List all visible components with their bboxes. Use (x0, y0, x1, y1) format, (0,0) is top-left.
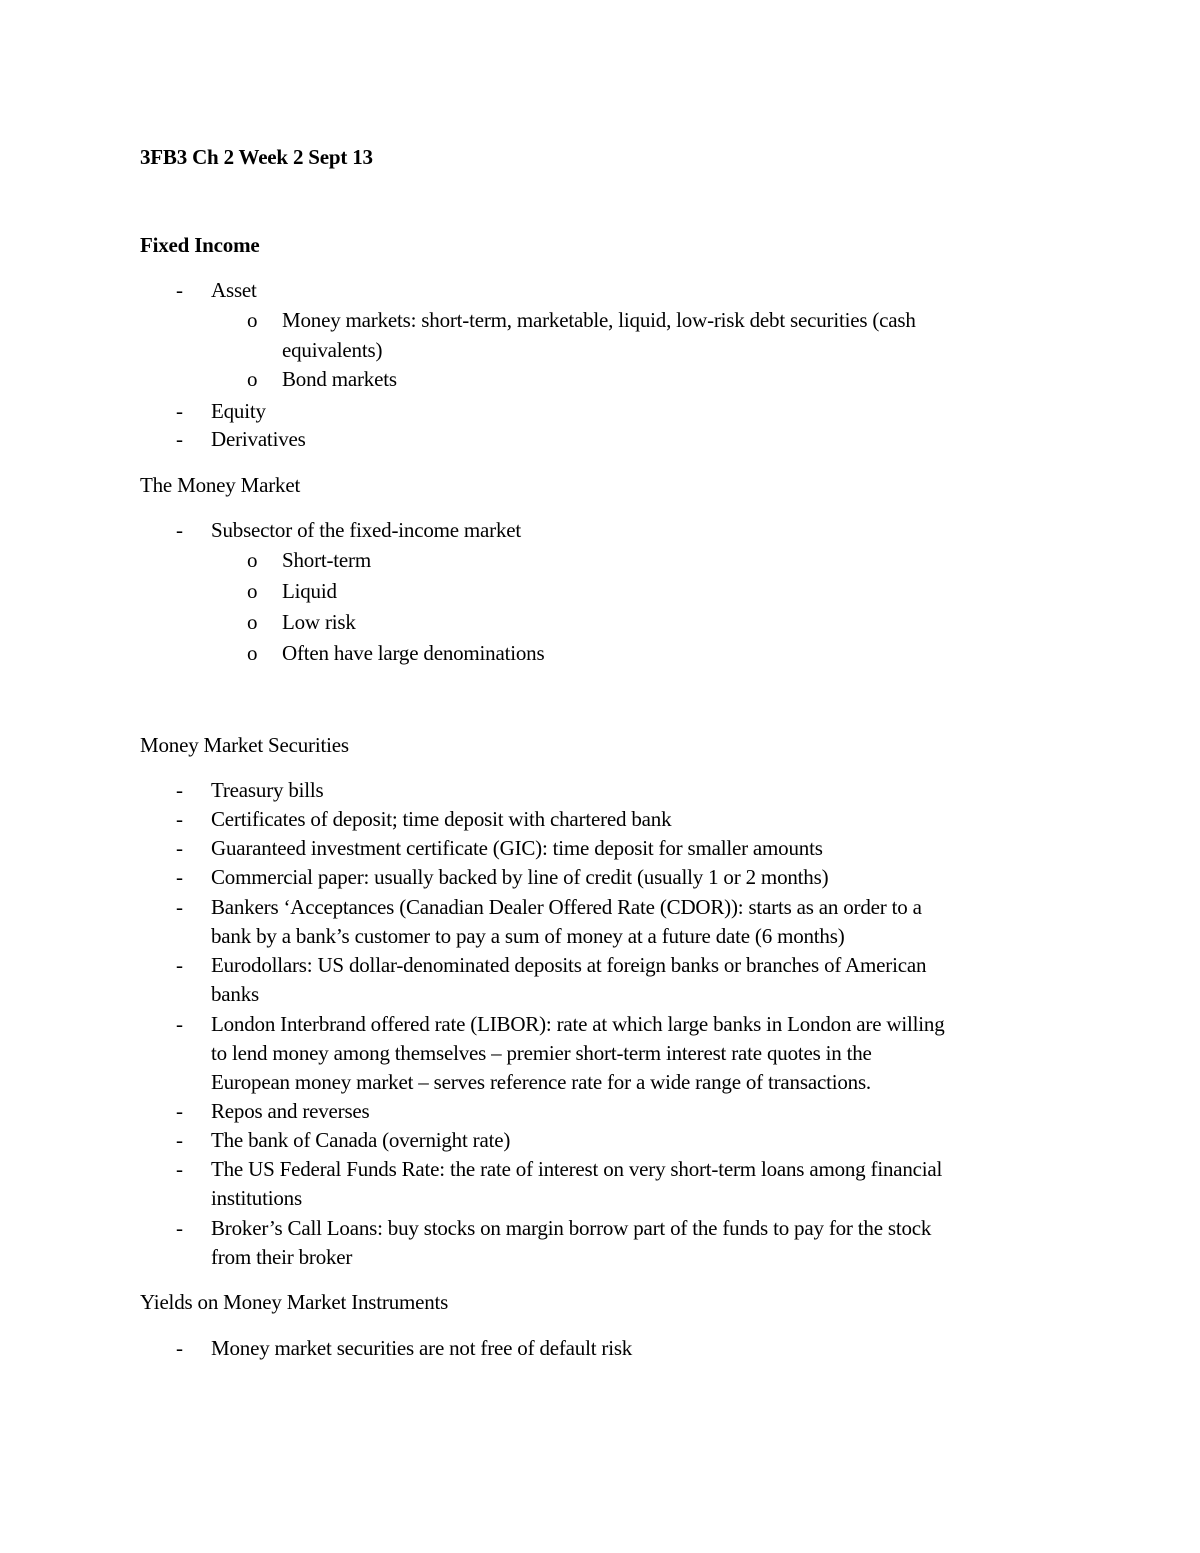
dash-bullet: - (176, 1128, 183, 1152)
dash-bullet: - (176, 1216, 183, 1240)
heading-fixed-income: Fixed Income (140, 233, 260, 257)
document-title: 3FB3 Ch 2 Week 2 Sept 13 (140, 145, 373, 169)
list-item: Broker’s Call Loans: buy stocks on margin borrow part of the funds to pay for the stock (211, 1216, 932, 1240)
dash-bullet: - (176, 807, 183, 831)
sub-list-item: Money markets: short-term, marketable, liquid, low-risk debt securities (cash (282, 308, 916, 332)
sub-list-item: Liquid (282, 579, 337, 603)
dash-bullet: - (176, 836, 183, 860)
list-item: Eurodollars: US dollar-denominated deposits at foreign banks or branches of American (211, 953, 927, 977)
dash-bullet: - (176, 427, 183, 451)
list-item-continued: to lend money among themselves – premier short-term interest rate quotes in the (211, 1041, 872, 1065)
circle-bullet: o (247, 641, 258, 665)
list-item: London Interbrand offered rate (LIBOR): rate at which large banks in London are willing (211, 1012, 945, 1036)
dash-bullet: - (176, 1336, 183, 1360)
heading-yields: Yields on Money Market Instruments (140, 1290, 449, 1314)
list-item: Certificates of deposit; time deposit with chartered bank (211, 807, 672, 831)
circle-bullet: o (247, 548, 258, 572)
list-item: Commercial paper: usually backed by line of credit (usually 1 or 2 months) (211, 865, 829, 889)
dash-bullet: - (176, 278, 183, 302)
list-item: The US Federal Funds Rate: the rate of interest on very short-term loans among financial (211, 1157, 943, 1181)
sub-list-item-continued: equivalents) (282, 338, 383, 362)
sub-list-item: Low risk (282, 610, 356, 634)
dash-bullet: - (176, 1157, 183, 1181)
list-item: Asset (211, 278, 257, 302)
dash-bullet: - (176, 895, 183, 919)
list-item-continued: institutions (211, 1186, 302, 1210)
dash-bullet: - (176, 865, 183, 889)
circle-bullet: o (247, 579, 258, 603)
dash-bullet: - (176, 399, 183, 423)
list-item: Equity (211, 399, 266, 423)
dash-bullet: - (176, 953, 183, 977)
list-item-continued: bank by a bank’s customer to pay a sum of money at a future date (6 months) (211, 924, 845, 948)
list-item: The bank of Canada (overnight rate) (211, 1128, 511, 1152)
sub-list-item: Bond markets (282, 367, 397, 391)
sub-list-item: Short-term (282, 548, 371, 572)
list-item-continued: from their broker (211, 1245, 353, 1269)
circle-bullet: o (247, 367, 258, 391)
list-item: Treasury bills (211, 778, 324, 802)
list-item: Money market securities are not free of default risk (211, 1336, 633, 1360)
heading-money-market-securities: Money Market Securities (140, 733, 349, 757)
circle-bullet: o (247, 308, 258, 332)
dash-bullet: - (176, 778, 183, 802)
list-item: Guaranteed investment certificate (GIC): time deposit for smaller amounts (211, 836, 823, 860)
list-item: Derivatives (211, 427, 306, 451)
circle-bullet: o (247, 610, 258, 634)
list-item: Repos and reverses (211, 1099, 370, 1123)
list-item: Bankers ‘Acceptances (Canadian Dealer Offered Rate (CDOR)): starts as an order to a (211, 895, 922, 919)
dash-bullet: - (176, 518, 183, 542)
list-item-continued: banks (211, 982, 259, 1006)
dash-bullet: - (176, 1099, 183, 1123)
sub-list-item: Often have large denominations (282, 641, 545, 665)
list-item-continued: European money market – serves reference rate for a wide range of transactions. (211, 1070, 871, 1094)
dash-bullet: - (176, 1012, 183, 1036)
list-item: Subsector of the fixed-income market (211, 518, 522, 542)
heading-money-market: The Money Market (140, 473, 301, 497)
